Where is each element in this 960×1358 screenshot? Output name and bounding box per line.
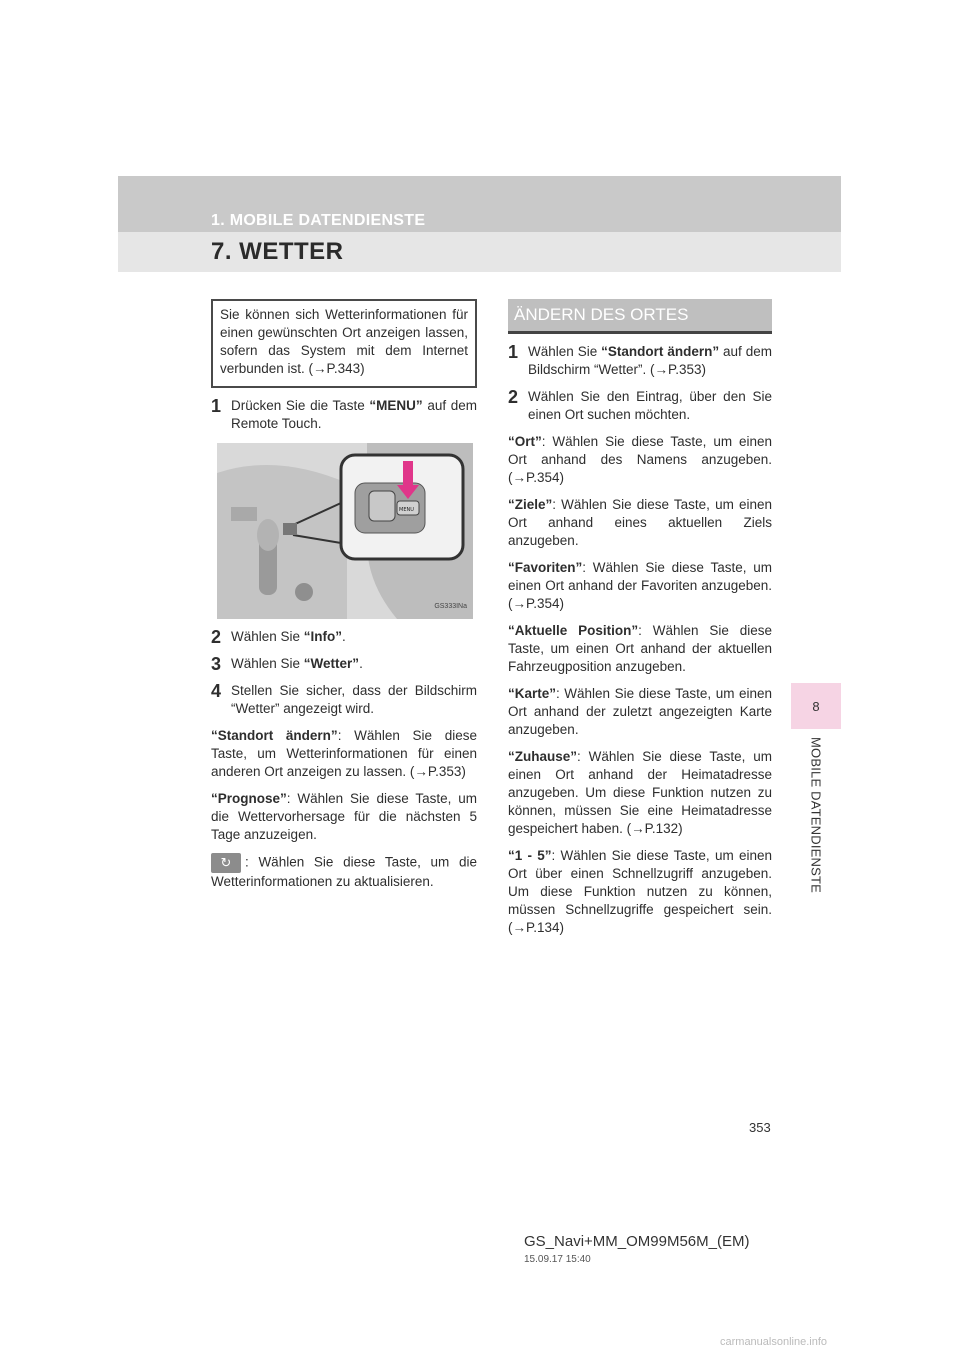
intro-box: Sie können sich Wetterinformationen für einen gewünschten Ort anzeigen lassen, sofern das System mit dem Internet verbunden ist. (→P.343) bbox=[211, 299, 477, 388]
step-3: 3 Wählen Sie “Wetter”. bbox=[211, 654, 363, 674]
left-column bbox=[211, 299, 477, 891]
step-2: 2 Wählen Sie den Eintrag, über den Sie einen Ort suchen möchten. bbox=[508, 387, 772, 422]
step-1: 1 Wählen Sie “Standort ändern” auf dem Bildschirm “Wetter”. (→P.353) bbox=[508, 342, 772, 377]
option-item: “Karte”: Wählen Sie diese Taste, um einen Ort anhand der zuletzt angezeigten Karte anzugeben. bbox=[508, 686, 772, 737]
page-number: 353 bbox=[749, 1120, 771, 1135]
key-label: “Standort ändern” bbox=[601, 344, 720, 359]
option-item: “Ziele”: Wählen Sie diese Taste, um einen Ort anhand eines aktuellen Ziels anzugeben. bbox=[508, 497, 772, 548]
chapter-label: MOBILE DATENDIENSTE bbox=[808, 737, 824, 893]
key-label: “Wetter” bbox=[303, 656, 360, 671]
section-label: 1. MOBILE DATENDIENSTE bbox=[211, 212, 426, 229]
figure-code: GS333INa bbox=[434, 603, 467, 610]
step-2: 2 Wählen Sie “Info”. bbox=[211, 627, 346, 647]
key-label: “MENU” bbox=[369, 398, 423, 413]
step-number: 1 bbox=[211, 396, 222, 416]
chapter-number: 8 bbox=[812, 698, 820, 714]
standort-aendern-desc: “Standort ändern”: Wählen Sie diese Taste, um Wetterinformationen für einen anderen Ort anzeigen zu lassen. (→P.353) bbox=[211, 728, 478, 779]
option-item: “Aktuelle Position”: Wählen Sie diese Taste, um einen Ort anhand der aktuellen Fahrzeugposition anzugeben. bbox=[508, 623, 772, 674]
remote-touch-illustration bbox=[217, 443, 473, 619]
footer-model: GS_Navi+MM_OM99M56M_(EM) bbox=[524, 1233, 750, 1250]
page-title: 7. WETTER bbox=[211, 238, 344, 265]
chapter-tab[interactable] bbox=[791, 683, 841, 729]
box-title: ÄNDERN DES ORTES bbox=[508, 299, 772, 334]
right-column bbox=[508, 299, 772, 937]
prognose-desc: “Prognose”: Wählen Sie diese Taste, um die Wettervorhersage für die nächsten 5 Tage anzuzeigen. bbox=[211, 791, 477, 842]
step-number: 3 bbox=[211, 654, 222, 674]
option-item: “Ort”: Wählen Sie diese Taste, um einen Ort anhand des Namens anzugeben. (→P.354) bbox=[508, 434, 772, 485]
menu-key-label: MENU bbox=[399, 507, 414, 513]
remote-touch-figure bbox=[217, 443, 473, 619]
step-number: 1 bbox=[508, 342, 519, 362]
step-number: 2 bbox=[508, 387, 519, 407]
watermark: carmanualsonline.info bbox=[720, 1336, 828, 1348]
footer-date: 15.09.17 15:40 bbox=[524, 1254, 591, 1265]
option-item: “Zuhause”: Wählen Sie diese Taste, um einen Ort anhand der Heimatadresse anzugeben. Um diese Funktion nutzen zu können, müssen Sie eine Heimatadresse gespeichert haben. (→P.132) bbox=[508, 749, 772, 836]
step-number: 4 bbox=[211, 681, 222, 701]
option-item: “Favoriten”: Wählen Sie diese Taste, um einen Ort anhand der Favoriten anzugeben. (→P.354) bbox=[508, 560, 772, 611]
refresh-desc: ↻ : Wählen Sie diese Taste, um die Wetterinformationen zu aktualisieren. bbox=[211, 854, 477, 889]
refresh-icon: ↻ bbox=[211, 853, 241, 873]
option-item: “1 - 5”: Wählen Sie diese Taste, um einen Ort über einen Schnellzugriff anzugeben. Um diese Funktion nutzen zu können, müssen Schnellzugriffe gespeichert sein. (→P.134) bbox=[508, 848, 773, 935]
step-1: 1 Drücken Sie die Taste “MENU” auf dem Remote Touch. bbox=[211, 396, 477, 431]
key-label: “Info” bbox=[303, 629, 343, 644]
step-4: 4 Stellen Sie sicher, dass der Bildschirm “Wetter” angezeigt wird. bbox=[211, 681, 477, 716]
step-number: 2 bbox=[211, 627, 222, 647]
